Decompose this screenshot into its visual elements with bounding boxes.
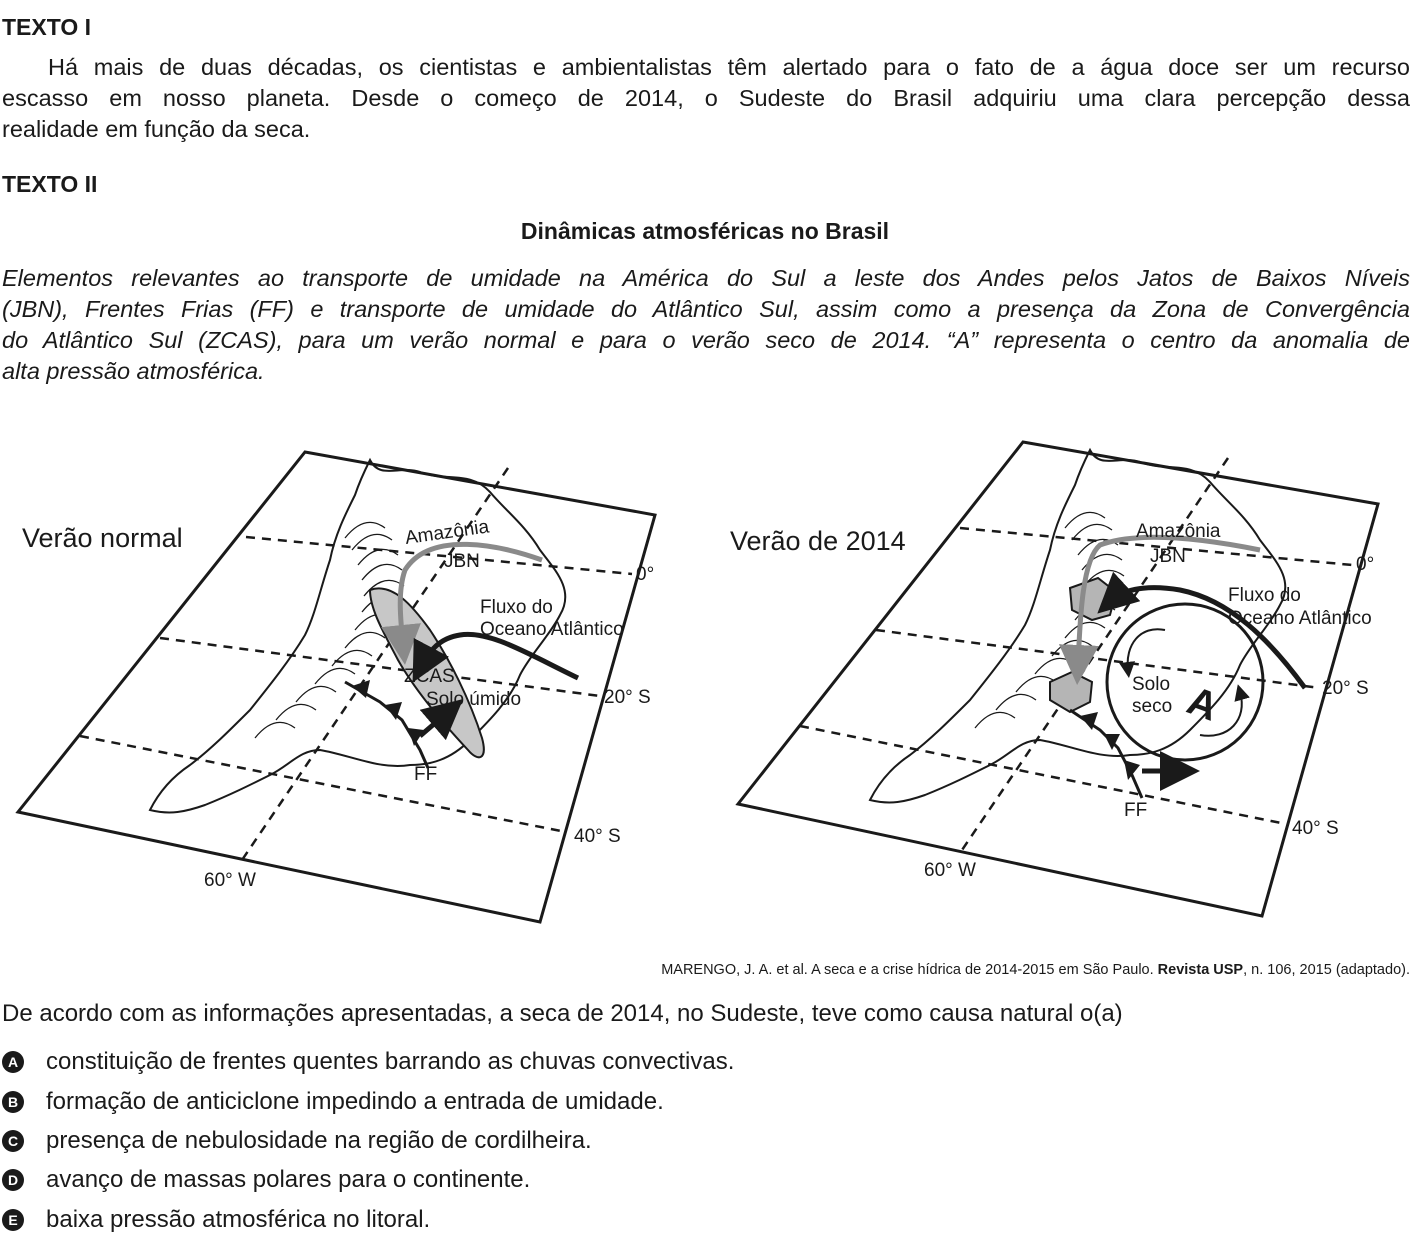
anomaly-label: A [1181,678,1224,730]
flux-label-line2: Oceano Atlântico [1228,608,1372,629]
maps-svg [0,420,1418,930]
solo-label-line2: seco [1132,696,1173,717]
option-c[interactable] [2,1127,592,1155]
zcas-label: ZCAS [404,666,455,687]
option-letter-badge: A [2,1051,24,1073]
jbn-label: JBN [1150,546,1186,567]
jbn-label: JBN [444,551,480,572]
map-right-title: Verão de 2014 [730,526,906,556]
lat-40-label: 40° S [1292,818,1339,839]
text2-paragraph [2,263,1410,387]
maps-figure [0,420,1418,930]
question-stem: De acordo com as informações apresentadas, a seca de 2014, no Sudeste, teve como causa natural o(a) [2,1000,1123,1027]
text1-line: realidade em função da seca. [2,116,311,142]
flux-label-line1: Fluxo do [1228,585,1301,606]
lon-60-label: 60° W [204,870,256,891]
text1-paragraph [2,52,1410,145]
amazonia-label: Amazônia [403,516,491,549]
solo-umido-label: Solo úmido [426,689,522,710]
text1-heading: TEXTO I [2,14,92,40]
option-letter-badge: C [2,1130,24,1152]
map-left-title: Verão normal [22,523,183,553]
flux-label-line1: Fluxo do [480,597,553,618]
text2-line: (JBN), Frentes Frias (FF) e transporte de umidade do Atlântico Sul, assim como a presença da Zona de Convergência [2,296,1410,322]
text1-line: Há mais de duas décadas, os cientistas e ambientalistas têm alertado para o fato de a água doce ser um recurso [48,54,1410,80]
option-text: constituição de frentes quentes barrando as chuvas convectivas. [46,1048,735,1075]
solo-label-line1: Solo [1132,674,1171,695]
parallel-20 [160,638,600,696]
ff-label: FF [414,764,438,785]
amazonia-label: Amazônia [1136,521,1221,542]
option-a[interactable] [2,1048,734,1076]
humid-patch-north [1070,578,1116,620]
option-text: presença de nebulosidade na região de cordilheira. [46,1127,592,1154]
option-text: avanço de massas polares para o continente. [46,1166,531,1193]
meridian-60w [962,458,1228,850]
caption-journal: Revista USP [1157,962,1244,978]
flux-label-line2: Oceano Atlântico [480,619,624,640]
lat-0-label: 0° [1356,554,1375,575]
option-d[interactable] [2,1166,530,1194]
lat-20-label: 20° S [604,687,651,708]
lat-20-label: 20° S [1322,678,1369,699]
text2-heading: TEXTO II [2,171,98,197]
option-text: baixa pressão atmosférica no litoral. [46,1206,431,1233]
lat-40-label: 40° S [574,826,621,847]
lat-0-label: 0° [636,564,655,585]
ff-label: FF [1124,800,1148,821]
option-letter-badge: D [2,1169,24,1191]
option-text: formação de anticiclone impedindo a entrada de umidade. [46,1088,664,1115]
humid-patch-south [1050,672,1092,712]
text2-line: do Atlântico Sul (ZCAS), para um verão normal e para o verão seco de 2014. “A” representa o centro da anomalia de [2,327,1410,353]
option-e[interactable] [2,1206,430,1234]
source-caption [661,962,1410,978]
cold-front-triangles [1080,712,1140,780]
caption-text-end: , n. 106, 2015 (adaptado). [1243,962,1410,978]
parallel-20 [876,630,1320,688]
lon-60-label: 60° W [924,860,976,881]
option-letter-badge: E [2,1209,24,1231]
text2-line: Elementos relevantes ao transporte de umidade na América do Sul a leste dos Andes pelos Jatos de Baixos Níveis [2,265,1410,291]
option-letter-badge: B [2,1091,24,1113]
text1-line: escasso em nosso planeta. Desde o começo de 2014, o Sudeste do Brasil adquiriu uma clara percepção dessa [2,85,1410,111]
text2-line: alta pressão atmosférica. [2,358,265,384]
cold-front-triangles [352,680,424,746]
text2-title: Dinâmicas atmosféricas no Brasil [520,218,890,244]
cold-front-line [345,682,428,768]
caption-text: MARENGO, J. A. et al. A seca e a crise hídrica de 2014-2015 em São Paulo. [661,962,1158,978]
option-b[interactable] [2,1088,664,1116]
map-left [18,452,655,922]
map-right [730,442,1378,916]
